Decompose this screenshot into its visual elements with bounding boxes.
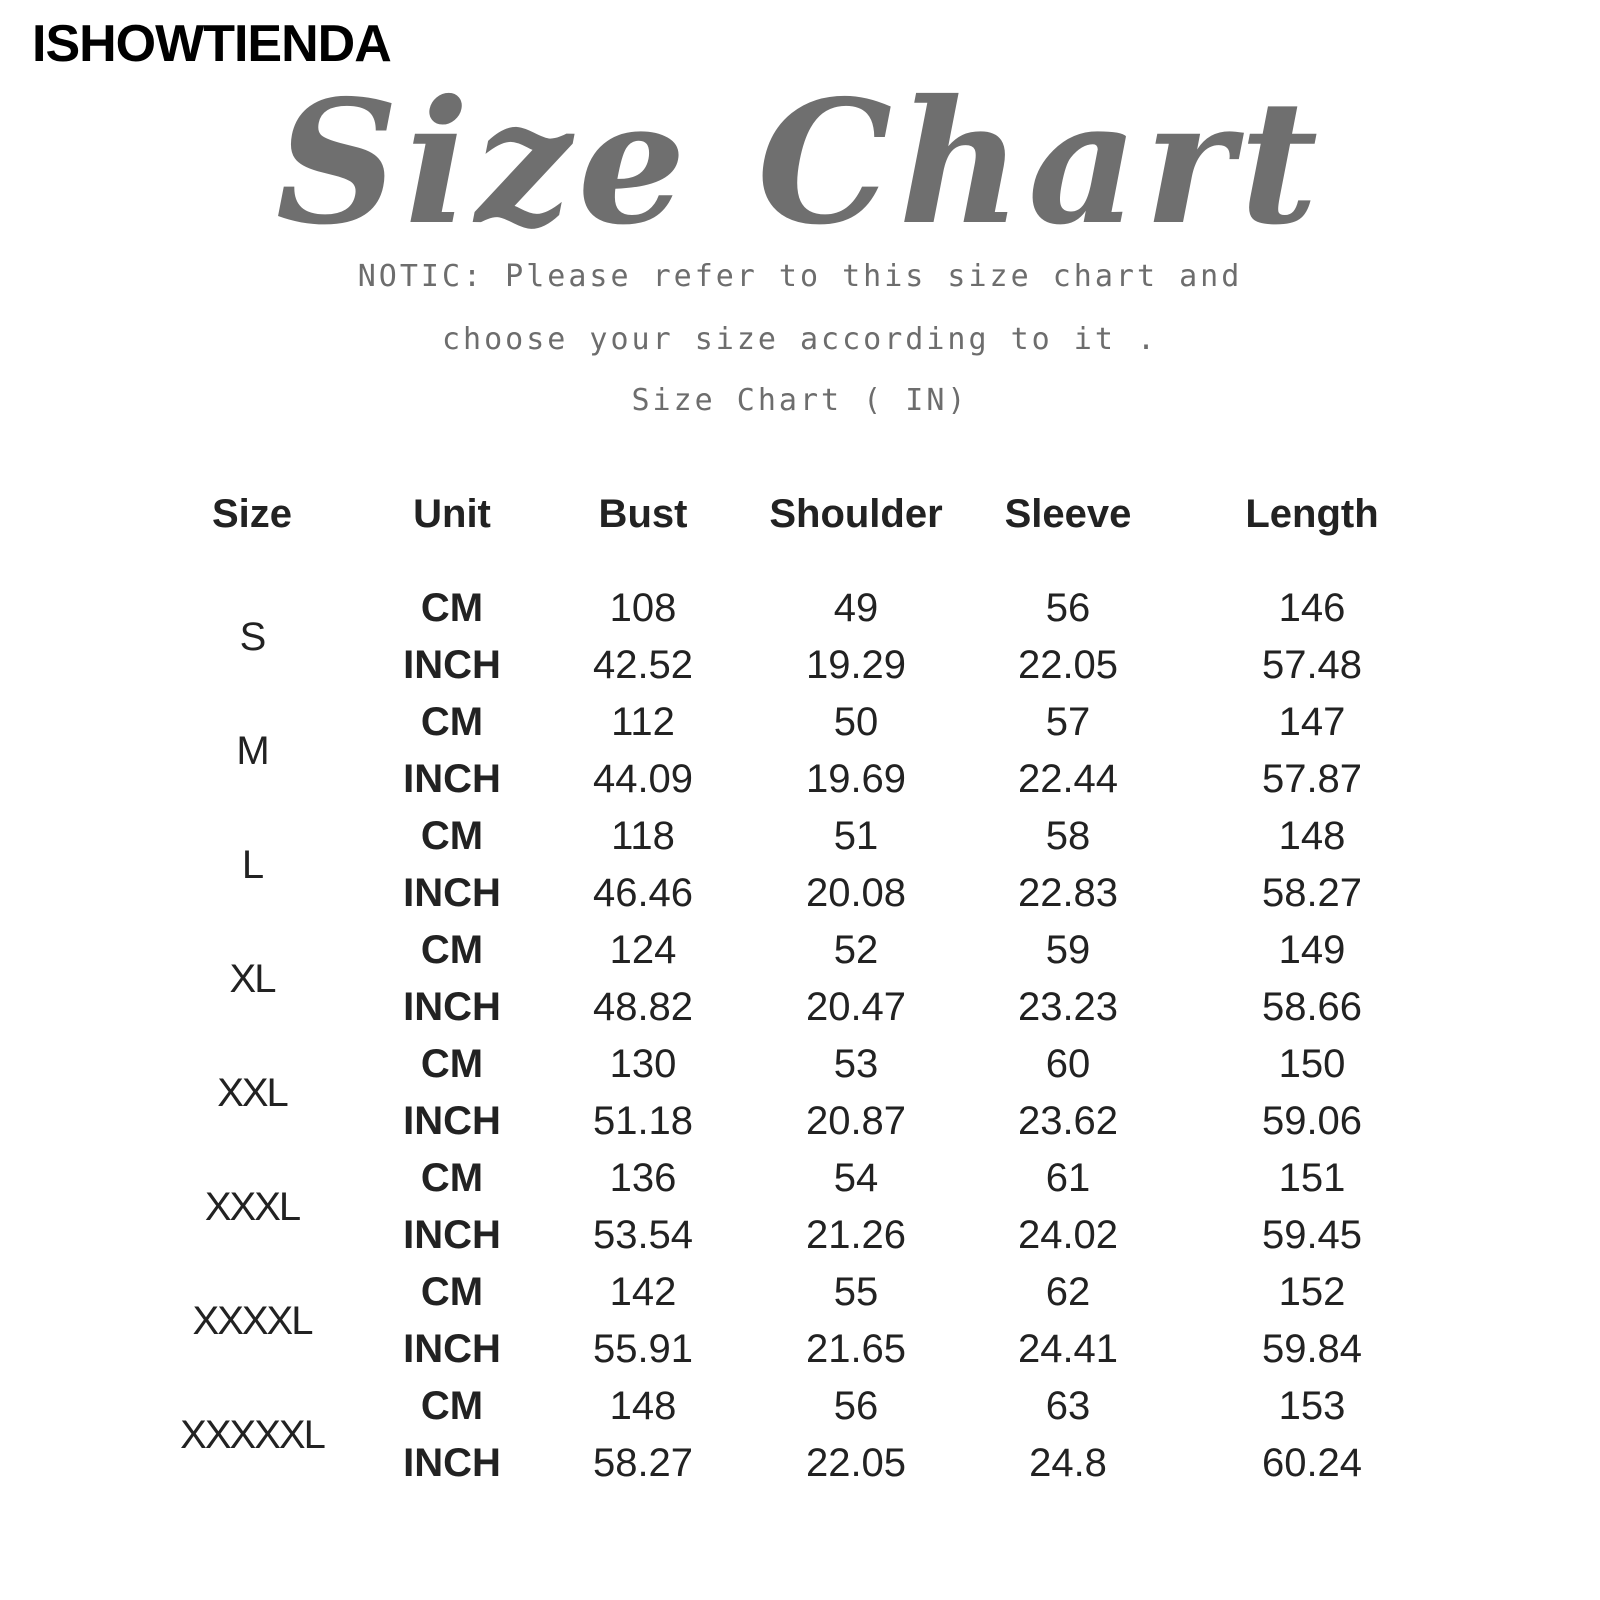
- unit-label: CM: [420, 586, 484, 630]
- measurement-value: 53: [833, 1042, 879, 1086]
- unit-label: INCH: [403, 757, 501, 801]
- measurement-value: 108: [609, 586, 677, 630]
- measurement-value: 57.48: [1261, 643, 1363, 687]
- measurement-value: 24.02: [1017, 1213, 1119, 1257]
- measurement-value: 57.87: [1261, 757, 1363, 801]
- measurement-value: 50: [833, 700, 879, 744]
- measurement-value: 142: [609, 1270, 677, 1314]
- measurement-value: 112: [611, 700, 675, 744]
- unit-label: INCH: [403, 985, 501, 1029]
- measurement-value: 62: [1045, 1270, 1091, 1314]
- measurement-value: 146: [1278, 586, 1346, 630]
- measurement-value: 152: [1278, 1270, 1346, 1314]
- page-title: Size Chart: [275, 63, 1325, 263]
- measurement-value: 61: [1045, 1156, 1091, 1200]
- measurement-value: 58: [1045, 814, 1091, 858]
- measurement-value: 56: [833, 1384, 879, 1428]
- notice-line-3: Size Chart ( IN): [631, 383, 969, 418]
- measurement-value: 150: [1278, 1042, 1346, 1086]
- unit-label: CM: [420, 1384, 484, 1428]
- measurement-value: 21.26: [805, 1213, 907, 1257]
- measurement-value: 147: [1278, 700, 1346, 744]
- measurement-value: 59.06: [1261, 1099, 1363, 1143]
- size-label: S: [239, 615, 265, 659]
- measurement-value: 48.82: [592, 985, 694, 1029]
- measurement-value: 149: [1278, 928, 1346, 972]
- measurement-value: 42.52: [592, 643, 694, 687]
- notice-line-2: choose your size according to it .: [441, 322, 1159, 357]
- size-label: M: [236, 729, 268, 773]
- unit-label: CM: [420, 1156, 484, 1200]
- measurement-value: 44.09: [592, 757, 694, 801]
- measurement-value: 59: [1045, 928, 1091, 972]
- measurement-value: 22.05: [1017, 643, 1119, 687]
- unit-label: CM: [420, 928, 484, 972]
- measurement-value: 58.27: [1261, 871, 1363, 915]
- measurement-value: 55: [833, 1270, 879, 1314]
- measurement-value: 52: [833, 928, 879, 972]
- measurement-value: 60.24: [1261, 1441, 1363, 1485]
- measurement-value: 148: [1278, 814, 1346, 858]
- measurement-value: 24.8: [1029, 1441, 1107, 1485]
- measurement-value: 23.62: [1017, 1099, 1119, 1143]
- size-label: XXXL: [204, 1185, 300, 1229]
- measurement-value: 148: [609, 1384, 677, 1428]
- column-header-bust: Bust: [598, 492, 688, 536]
- measurement-value: 56: [1045, 586, 1091, 630]
- unit-label: INCH: [403, 1213, 501, 1257]
- measurement-value: 23.23: [1017, 985, 1119, 1029]
- unit-label: INCH: [403, 1327, 501, 1371]
- measurement-value: 59.45: [1261, 1213, 1363, 1257]
- column-header-shoulder: Shoulder: [769, 492, 943, 536]
- measurement-value: 153: [1278, 1384, 1346, 1428]
- unit-label: CM: [420, 1270, 484, 1314]
- measurement-value: 58.27: [592, 1441, 694, 1485]
- measurement-value: 19.69: [805, 757, 907, 801]
- measurement-value: 118: [611, 814, 675, 858]
- measurement-value: 20.87: [805, 1099, 907, 1143]
- measurement-value: 22.05: [805, 1441, 907, 1485]
- measurement-value: 49: [833, 586, 879, 630]
- measurement-value: 22.44: [1017, 757, 1119, 801]
- measurement-value: 55.91: [592, 1327, 694, 1371]
- size-label: XXL: [217, 1071, 287, 1115]
- measurement-value: 54: [833, 1156, 879, 1200]
- brand-logo: ISHOWTIENDA: [32, 15, 391, 73]
- column-header-length: Length: [1245, 492, 1379, 536]
- unit-label: INCH: [403, 1099, 501, 1143]
- measurement-value: 24.41: [1017, 1327, 1119, 1371]
- size-label: XXXXXL: [180, 1413, 324, 1457]
- measurement-value: 46.46: [592, 871, 694, 915]
- column-header-size: Size: [211, 492, 293, 536]
- unit-label: INCH: [403, 643, 501, 687]
- column-header-unit: Unit: [413, 492, 491, 536]
- measurement-value: 136: [609, 1156, 677, 1200]
- size-label: L: [241, 843, 263, 887]
- measurement-value: 20.08: [805, 871, 907, 915]
- unit-label: CM: [420, 700, 484, 744]
- measurement-value: 60: [1045, 1042, 1091, 1086]
- size-label: XXXXL: [192, 1299, 312, 1343]
- measurement-value: 20.47: [805, 985, 907, 1029]
- size-label: XL: [229, 957, 275, 1001]
- measurement-value: 51: [833, 814, 879, 858]
- measurement-value: 58.66: [1261, 985, 1363, 1029]
- measurement-value: 63: [1045, 1384, 1091, 1428]
- unit-label: CM: [420, 814, 484, 858]
- measurement-value: 21.65: [805, 1327, 907, 1371]
- unit-label: CM: [420, 1042, 484, 1086]
- notice-line-1: NOTIC: Please refer to this size chart and: [357, 259, 1243, 294]
- measurement-value: 124: [609, 928, 677, 972]
- measurement-value: 22.83: [1017, 871, 1119, 915]
- unit-label: INCH: [403, 871, 501, 915]
- measurement-value: 130: [609, 1042, 677, 1086]
- measurement-value: 151: [1278, 1156, 1346, 1200]
- column-header-sleeve: Sleeve: [1004, 492, 1132, 536]
- measurement-value: 53.54: [592, 1213, 694, 1257]
- measurement-value: 19.29: [805, 643, 907, 687]
- measurement-value: 59.84: [1261, 1327, 1363, 1371]
- measurement-value: 57: [1045, 700, 1091, 744]
- measurement-value: 51.18: [592, 1099, 694, 1143]
- unit-label: INCH: [403, 1441, 501, 1485]
